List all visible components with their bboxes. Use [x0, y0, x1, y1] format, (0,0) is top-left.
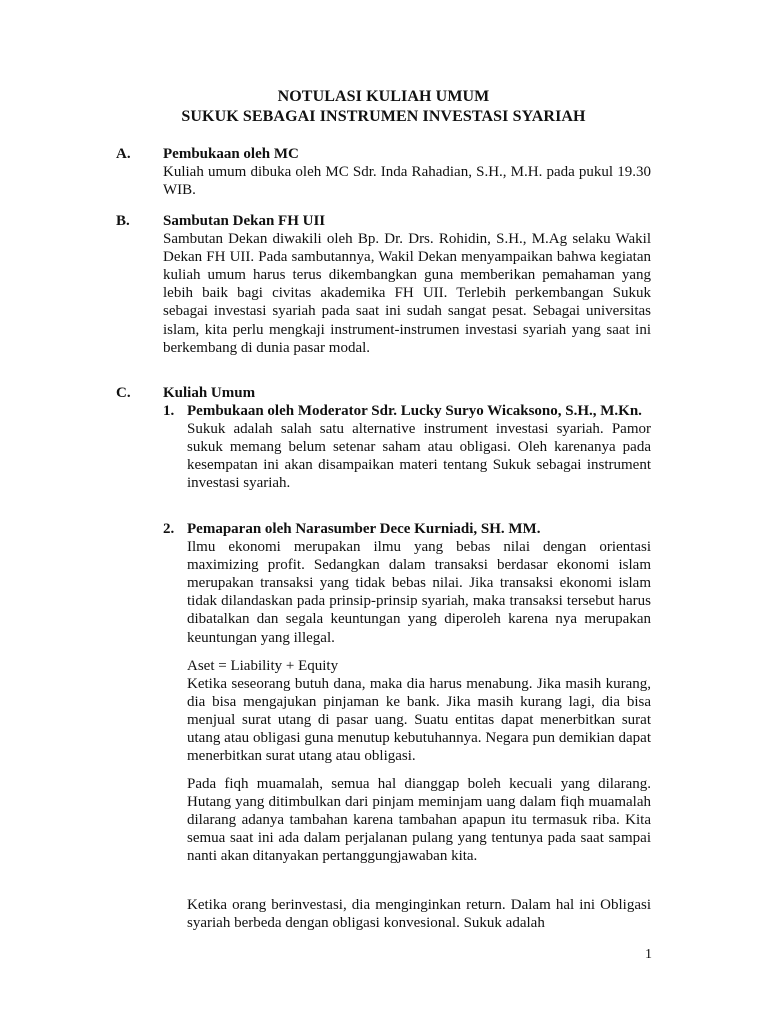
item-2-number: 2. — [163, 521, 175, 537]
item-2-formula: Aset = Liability + Equity — [187, 658, 339, 674]
item-2-paragraph-1: Ilmu ekonomi merupakan ilmu yang bebas nilai dengan orientasi maximizing profit. Sedangkan dalam transaksi berdasar ekonomi islam merupakan transaksi yang tidak bebas nilai. Jika transaksi ekonomi islam tidak dilandaskan pada prinsip-prinsip syariah, maka transaksi tersebut harus dibatalkan dan segala keuntungan yang diperoleh karena nya merupakan keuntungan yang illegal. — [187, 539, 651, 646]
item-1 — [187, 402, 651, 492]
section-b — [163, 212, 651, 357]
item-1-paragraph-1: Sukuk adalah salah satu alternative instrument investasi syariah. Pamor sukuk memang belum setenar saham atau obligasi. Oleh karenanya pada kesempatan ini akan disampaikan materi tentang Sukuk sebagai instrument investasi syariah. — [187, 421, 651, 492]
item-1-heading: Pembukaan oleh Moderator Sdr. Lucky Suryo Wicaksono, S.H., M.Kn. — [187, 403, 642, 419]
section-b-body: Sambutan Dekan diwakili oleh Bp. Dr. Drs. Rohidin, S.H., M.Ag selaku Wakil Dekan FH UII. Pada sambutannya, Wakil Dekan menyampaikan bahwa kegiatan kuliah umum harus terus dikembangkan guna memberikan pemahaman yang lebih baik bagi civitas akademika FH UII. Terlebih perkembangan Sukuk sebagai investasi syariah pada saat ini sudah sangat pesat. Sebagai universitas islam, kita perlu mengkaji instrument-instrumen investasi syariah yang saat ini berkembang di dunia pasar modal. — [163, 231, 651, 356]
section-b-heading: Sambutan Dekan FH UII — [163, 213, 326, 229]
item-2-paragraph-4: Pada fiqh muamalah, semua hal dianggap boleh kecuali yang dilarang. Hutang yang ditimbulkan dari pinjam meminjam uang dalam fiqh muamalah dilarang adanya tambahan karena tambahan apapun itu termasuk riba. Kita semua saat ini ada dalam perjalanan pulang yang tentunya pada saat sampai nanti akan ditanyakan pertanggungjawaban kita. — [187, 776, 651, 865]
section-a-heading: Pembukaan oleh MC — [163, 146, 299, 162]
page-number: 1 — [645, 947, 652, 962]
item-2 — [187, 520, 651, 647]
section-a-letter: A. — [116, 146, 131, 162]
item-2-paragraph-3: Ketika seseorang butuh dana, maka dia harus menabung. Jika masih kurang, dia bisa mengajukan pinjaman ke bank. Jika masih kurang lagi, dia bisa menjual surat utang di pasar uang. Suatu entitas dapat menerbitkan surat utang atau obligasi guna menutup kebutuhannya. Negara pun demikian dapat menerbitkan surat utang atau obligasi. — [187, 676, 651, 765]
item-2-heading: Pemaparan oleh Narasumber Dece Kurniadi, SH. MM. — [187, 521, 541, 537]
document-title-line-1: NOTULASI KULIAH UMUM — [277, 88, 490, 105]
item-2-paragraph-5: Ketika orang berinvestasi, dia menginginkan return. Dalam hal ini Obligasi syariah berbeda dengan obligasi konvesional. Sukuk adalah — [187, 897, 651, 932]
section-c-heading: Kuliah Umum — [163, 385, 256, 401]
item-1-number: 1. — [163, 403, 175, 419]
section-b-letter: B. — [116, 213, 130, 229]
section-c-letter: C. — [116, 385, 131, 401]
section-c-heading-wrap — [163, 384, 651, 402]
section-a — [163, 145, 651, 199]
document-title-line-2: SUKUK SEBAGAI INSTRUMEN INVESTASI SYARIAH — [181, 108, 586, 125]
section-a-body: Kuliah umum dibuka oleh MC Sdr. Inda Rahadian, S.H., M.H. pada pukul 19.30 WIB. — [163, 164, 651, 199]
